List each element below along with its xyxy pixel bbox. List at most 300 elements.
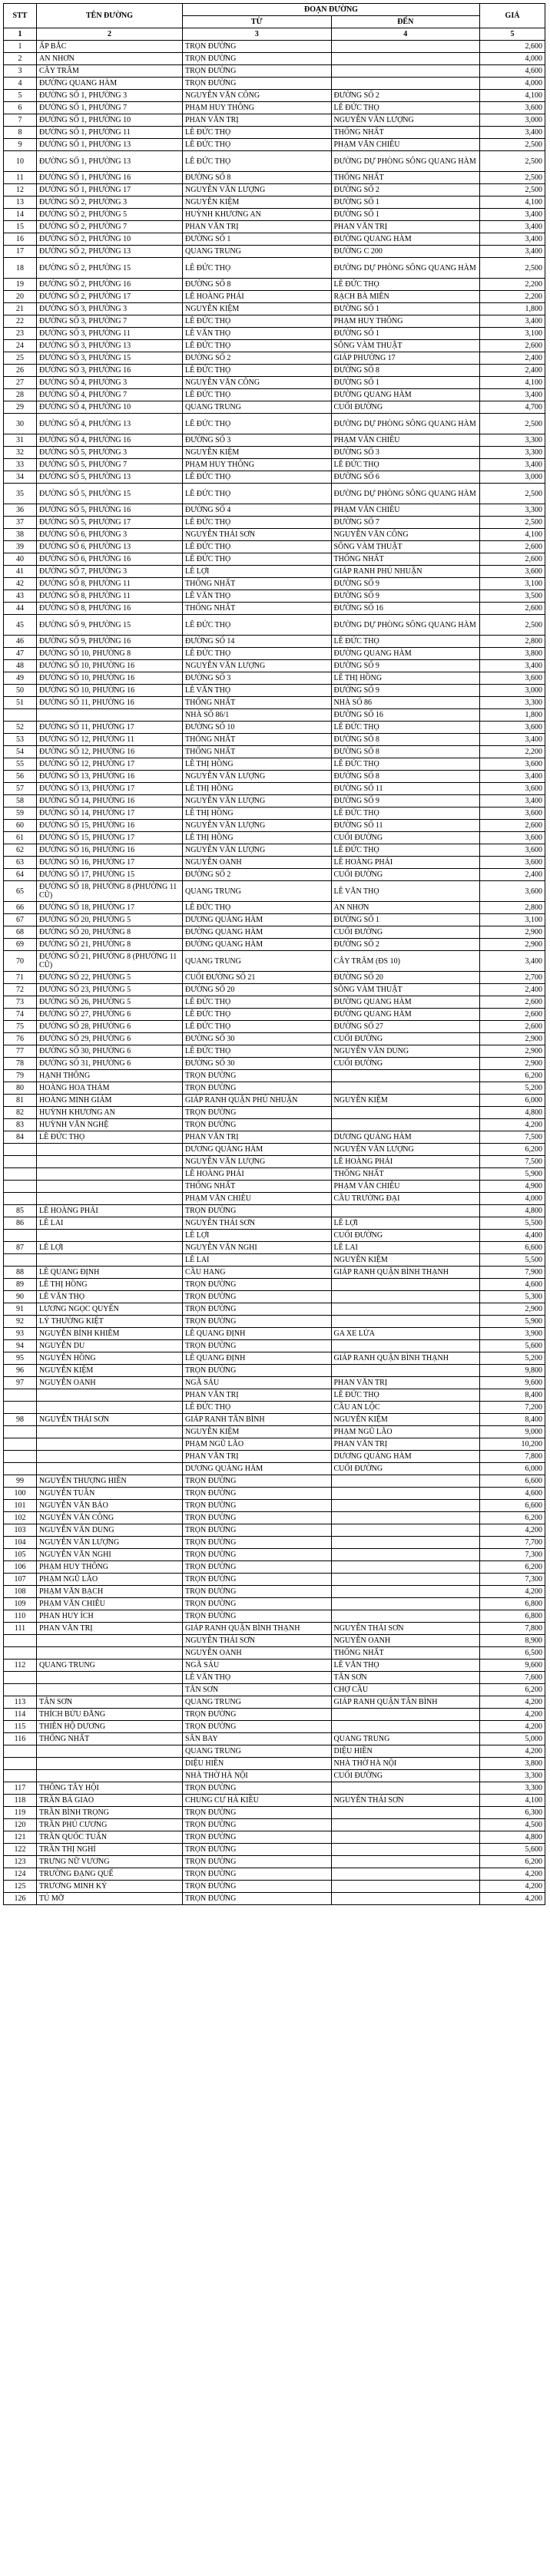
stt-cell: 102 xyxy=(4,1512,37,1524)
price-cell: 2,600 xyxy=(480,603,545,615)
stt-cell: 117 xyxy=(4,1782,37,1795)
to-cell: ĐƯỜNG SỐ 8 xyxy=(331,365,480,377)
price-cell: 3,400 xyxy=(480,734,545,746)
from-cell: LÊ THỊ HỒNG xyxy=(183,783,332,795)
stt-cell xyxy=(4,1758,37,1770)
price-cell: 3,800 xyxy=(480,648,545,660)
from-cell: LÊ VĂN THỌ xyxy=(183,590,332,603)
to-cell xyxy=(331,1807,480,1819)
to-cell xyxy=(331,1070,480,1082)
stt-cell xyxy=(4,1168,37,1181)
from-cell: NGUYỄN VĂN CÔNG xyxy=(183,377,332,389)
price-cell: 2,600 xyxy=(480,340,545,352)
stt-cell: 107 xyxy=(4,1574,37,1586)
to-cell: NGUYỄN THÁI SƠN xyxy=(331,1795,480,1807)
table-row xyxy=(4,578,545,590)
street-name-cell: LÊ THỊ HỒNG xyxy=(37,1279,183,1291)
to-cell: ĐƯỜNG SỐ 8 xyxy=(331,746,480,758)
price-cell: 2,600 xyxy=(480,541,545,553)
table-row xyxy=(4,1463,545,1475)
price-cell: 4,200 xyxy=(480,1119,545,1131)
stt-cell: 12 xyxy=(4,184,37,197)
stt-cell: 105 xyxy=(4,1549,37,1561)
stt-cell: 119 xyxy=(4,1807,37,1819)
price-cell: 2,600 xyxy=(480,41,545,53)
to-cell: PHẠM VĂN CHIÊU xyxy=(331,1181,480,1193)
stt-cell: 52 xyxy=(4,722,37,734)
from-cell: LÊ ĐỨC THỌ xyxy=(183,1045,332,1058)
header-index-2: 2 xyxy=(37,28,183,41)
to-cell: GIÁP RANH QUẬN BÌNH THẠNH xyxy=(331,1352,480,1365)
from-cell: NGUYỄN VĂN NGHI xyxy=(183,1242,332,1254)
street-name-cell: LÊ VĂN THỌ xyxy=(37,1291,183,1303)
table-row xyxy=(4,1021,545,1033)
to-cell: CUỐI ĐƯỜNG xyxy=(331,401,480,414)
price-cell: 8,400 xyxy=(480,1389,545,1402)
price-cell: 5,500 xyxy=(480,1217,545,1230)
table-row xyxy=(4,1733,545,1745)
stt-cell: 121 xyxy=(4,1831,37,1844)
to-cell: ĐƯỜNG SỐ 9 xyxy=(331,590,480,603)
from-cell: NGUYỄN VĂN LƯỢNG xyxy=(183,1156,332,1168)
street-name-cell: ĐƯỜNG SỐ 21, PHƯỜNG 8 (PHƯỜNG 11 CŨ) xyxy=(37,951,183,972)
stt-cell: 123 xyxy=(4,1856,37,1868)
table-row xyxy=(4,1537,545,1549)
stt-cell: 82 xyxy=(4,1107,37,1119)
stt-cell: 76 xyxy=(4,1033,37,1045)
price-cell: 4,100 xyxy=(480,529,545,541)
stt-cell: 91 xyxy=(4,1303,37,1316)
to-cell: LÊ ĐỨC THỌ xyxy=(331,636,480,648)
price-cell: 2,900 xyxy=(480,1033,545,1045)
from-cell: TRỌN ĐƯỜNG xyxy=(183,1316,332,1328)
from-cell: NGUYỄN THÁI SƠN xyxy=(183,529,332,541)
table-row xyxy=(4,1414,545,1426)
table-row xyxy=(4,1033,545,1045)
from-cell: LÊ QUANG ĐỊNH xyxy=(183,1352,332,1365)
street-name-cell: ĐƯỜNG SỐ 4, PHƯỜNG 16 xyxy=(37,434,183,447)
price-cell: 7,900 xyxy=(480,1267,545,1279)
to-cell: DIỆU HIỀN xyxy=(331,1745,480,1758)
table-row xyxy=(4,734,545,746)
table-row xyxy=(4,648,545,660)
from-cell: TRỌN ĐƯỜNG xyxy=(183,1831,332,1844)
table-row xyxy=(4,1770,545,1782)
from-cell: QUANG TRUNG xyxy=(183,1696,332,1709)
street-name-cell: TÂN SƠN xyxy=(37,1696,183,1709)
price-cell: 3,400 xyxy=(480,315,545,328)
to-cell: NGUYỄN KIỆM xyxy=(331,1095,480,1107)
table-row xyxy=(4,1844,545,1856)
from-cell: LÊ LAI xyxy=(183,1254,332,1267)
table-row xyxy=(4,1893,545,1905)
stt-cell: 43 xyxy=(4,590,37,603)
from-cell: NGUYỄN THÁI SƠN xyxy=(183,1635,332,1647)
to-cell: ĐƯỜNG QUANG HÀM xyxy=(331,389,480,401)
to-cell xyxy=(331,1316,480,1328)
stt-cell: 16 xyxy=(4,233,37,246)
street-price-table xyxy=(3,3,545,1905)
stt-cell: 111 xyxy=(4,1623,37,1635)
to-cell: ĐƯỜNG SỐ 1 xyxy=(331,197,480,209)
street-name-cell: ĐƯỜNG SỐ 1, PHƯỜNG 7 xyxy=(37,102,183,114)
street-name-cell: ĐƯỜNG SỐ 11, PHƯỜNG 17 xyxy=(37,722,183,734)
from-cell: TÂN SƠN xyxy=(183,1684,332,1696)
price-cell: 3,600 xyxy=(480,881,545,902)
from-cell: NGUYỄN KIỆM xyxy=(183,447,332,459)
street-name-cell xyxy=(37,1463,183,1475)
street-name-cell xyxy=(37,1451,183,1463)
street-name-cell: ĐƯỜNG SỐ 4, PHƯỜNG 10 xyxy=(37,401,183,414)
stt-cell: 58 xyxy=(4,795,37,807)
price-cell: 3,400 xyxy=(480,951,545,972)
table-row xyxy=(4,1217,545,1230)
stt-cell: 55 xyxy=(4,758,37,771)
price-cell: 5,200 xyxy=(480,1082,545,1095)
street-name-cell: ĐƯỜNG SỐ 9, PHƯỜNG 16 xyxy=(37,636,183,648)
street-name-cell: ĐƯỜNG SỐ 13, PHƯỜNG 16 xyxy=(37,771,183,783)
to-cell: ĐƯỜNG DỰ PHÒNG SÔNG QUANG HÀM xyxy=(331,615,480,636)
to-cell: ĐƯỜNG SỐ 7 xyxy=(331,517,480,529)
table-row xyxy=(4,504,545,517)
stt-cell: 25 xyxy=(4,352,37,365)
table-row xyxy=(4,1205,545,1217)
header-doan-duong: ĐOẠN ĐƯỜNG xyxy=(183,4,480,16)
stt-cell: 4 xyxy=(4,78,37,90)
from-cell: TRỌN ĐƯỜNG xyxy=(183,1782,332,1795)
price-cell: 8,900 xyxy=(480,1635,545,1647)
table-row xyxy=(4,1291,545,1303)
stt-cell: 33 xyxy=(4,459,37,471)
from-cell: LÊ ĐỨC THỌ xyxy=(183,151,332,172)
table-row xyxy=(4,795,545,807)
street-name-cell: PHẠM VĂN BẠCH xyxy=(37,1586,183,1598)
table-row xyxy=(4,660,545,672)
street-name-cell: ĐƯỜNG SỐ 10, PHƯỜNG 16 xyxy=(37,672,183,685)
street-name-cell: NGUYỄN OANH xyxy=(37,1377,183,1389)
price-cell: 6,600 xyxy=(480,1475,545,1488)
stt-cell: 63 xyxy=(4,857,37,869)
price-cell: 2,600 xyxy=(480,553,545,566)
from-cell: NGUYỄN KIỆM xyxy=(183,1426,332,1438)
table-row xyxy=(4,1438,545,1451)
stt-cell: 27 xyxy=(4,377,37,389)
stt-cell: 13 xyxy=(4,197,37,209)
stt-cell: 45 xyxy=(4,615,37,636)
price-cell: 7,500 xyxy=(480,1156,545,1168)
table-row xyxy=(4,590,545,603)
to-cell xyxy=(331,1082,480,1095)
price-cell: 4,200 xyxy=(480,1586,545,1598)
stt-cell: 81 xyxy=(4,1095,37,1107)
to-cell: NHÀ SỐ 86 xyxy=(331,697,480,709)
price-cell: 2,400 xyxy=(480,365,545,377)
price-cell: 3,900 xyxy=(480,1328,545,1340)
from-cell: TRỌN ĐƯỜNG xyxy=(183,1893,332,1905)
street-name-cell xyxy=(37,709,183,722)
price-cell: 6,800 xyxy=(480,1610,545,1623)
table-row xyxy=(4,1009,545,1021)
table-row xyxy=(4,783,545,795)
price-cell: 3,300 xyxy=(480,1770,545,1782)
stt-cell: 108 xyxy=(4,1586,37,1598)
stt-cell: 3 xyxy=(4,65,37,78)
street-name-cell: ĐƯỜNG SỐ 3, PHƯỜNG 3 xyxy=(37,303,183,315)
to-cell: ĐƯỜNG SỐ 8 xyxy=(331,771,480,783)
price-cell: 2,900 xyxy=(480,1045,545,1058)
table-row xyxy=(4,984,545,996)
stt-cell: 19 xyxy=(4,279,37,291)
from-cell: TRỌN ĐƯỜNG xyxy=(183,1610,332,1623)
price-cell: 3,400 xyxy=(480,795,545,807)
stt-cell: 116 xyxy=(4,1733,37,1745)
table-row xyxy=(4,1696,545,1709)
street-name-cell: NGUYỄN VĂN LƯỢNG xyxy=(37,1537,183,1549)
stt-cell xyxy=(4,1451,37,1463)
price-cell: 2,500 xyxy=(480,139,545,151)
price-cell: 4,100 xyxy=(480,197,545,209)
price-cell: 2,200 xyxy=(480,291,545,303)
table-row xyxy=(4,1488,545,1500)
stt-cell xyxy=(4,1463,37,1475)
table-row xyxy=(4,1377,545,1389)
from-cell: TRỌN ĐƯỜNG xyxy=(183,1881,332,1893)
street-name-cell: ĐƯỜNG SỐ 12, PHƯỜNG 16 xyxy=(37,746,183,758)
from-cell: TRỌN ĐƯỜNG xyxy=(183,1500,332,1512)
to-cell xyxy=(331,1279,480,1291)
stt-cell: 60 xyxy=(4,820,37,832)
to-cell: LÊ ĐỨC THỌ xyxy=(331,844,480,857)
from-cell: THỐNG NHẤT xyxy=(183,697,332,709)
table-row xyxy=(4,258,545,279)
to-cell xyxy=(331,1721,480,1733)
street-name-cell: ĐƯỜNG SỐ 28, PHƯỜNG 6 xyxy=(37,1021,183,1033)
street-name-cell: HOÀNG MINH GIÁM xyxy=(37,1095,183,1107)
stt-cell: 94 xyxy=(4,1340,37,1352)
price-cell: 2,600 xyxy=(480,1009,545,1021)
from-cell: NGÃ SÁU xyxy=(183,1660,332,1672)
to-cell: ĐƯỜNG SỐ 8 xyxy=(331,734,480,746)
stt-cell: 122 xyxy=(4,1844,37,1856)
to-cell: LÊ ĐỨC THỌ xyxy=(331,758,480,771)
table-row xyxy=(4,1426,545,1438)
table-row xyxy=(4,377,545,389)
price-cell: 4,100 xyxy=(480,377,545,389)
stt-cell: 49 xyxy=(4,672,37,685)
to-cell: THỐNG NHẤT xyxy=(331,553,480,566)
price-cell: 3,600 xyxy=(480,857,545,869)
from-cell: THỐNG NHẤT xyxy=(183,1181,332,1193)
to-cell: THỐNG NHẤT xyxy=(331,172,480,184)
price-cell: 6,200 xyxy=(480,1144,545,1156)
stt-cell: 86 xyxy=(4,1217,37,1230)
to-cell: CUỐI ĐƯỜNG xyxy=(331,869,480,881)
to-cell: ĐƯỜNG QUANG HÀM xyxy=(331,1009,480,1021)
to-cell: ĐƯỜNG SỐ 2 xyxy=(331,90,480,102)
from-cell: CUỐI ĐƯỜNG SỐ 21 xyxy=(183,972,332,984)
table-row xyxy=(4,972,545,984)
stt-cell: 92 xyxy=(4,1316,37,1328)
stt-cell: 34 xyxy=(4,471,37,484)
street-name-cell: ĐƯỜNG SỐ 3, PHƯỜNG 13 xyxy=(37,340,183,352)
from-cell: LÊ ĐỨC THỌ xyxy=(183,902,332,914)
street-name-cell xyxy=(37,1647,183,1660)
to-cell: PHAN VĂN TRỊ xyxy=(331,1377,480,1389)
price-cell: 3,600 xyxy=(480,722,545,734)
table-row xyxy=(4,1512,545,1524)
to-cell: ĐƯỜNG SỐ 2 xyxy=(331,939,480,951)
from-cell: LÊ ĐỨC THỌ xyxy=(183,414,332,434)
street-name-cell: HUỲNH KHƯƠNG AN xyxy=(37,1107,183,1119)
street-name-cell: TRẦN BÁ GIAO xyxy=(37,1795,183,1807)
table-row xyxy=(4,1831,545,1844)
table-row xyxy=(4,484,545,504)
stt-cell: 96 xyxy=(4,1365,37,1377)
street-name-cell: TRƯỜNG ĐẠNG QUẾ xyxy=(37,1868,183,1881)
street-name-cell: ĐƯỜNG SỐ 8, PHƯỜNG 11 xyxy=(37,590,183,603)
price-cell: 3,400 xyxy=(480,221,545,233)
table-row xyxy=(4,844,545,857)
price-cell: 4,900 xyxy=(480,1181,545,1193)
from-cell: TRỌN ĐƯỜNG xyxy=(183,65,332,78)
from-cell: PHAN VĂN TRỊ xyxy=(183,221,332,233)
stt-cell: 65 xyxy=(4,881,37,902)
stt-cell: 97 xyxy=(4,1377,37,1389)
street-name-cell: ĐƯỜNG SỐ 1, PHƯỜNG 11 xyxy=(37,127,183,139)
table-row xyxy=(4,1745,545,1758)
street-name-cell xyxy=(37,1193,183,1205)
table-row xyxy=(4,78,545,90)
stt-cell xyxy=(4,709,37,722)
price-cell: 6,300 xyxy=(480,1807,545,1819)
to-cell: THỐNG NHẤT xyxy=(331,1647,480,1660)
from-cell: LÊ ĐỨC THỌ xyxy=(183,648,332,660)
price-cell: 4,600 xyxy=(480,1488,545,1500)
table-row xyxy=(4,771,545,783)
stt-cell: 28 xyxy=(4,389,37,401)
street-name-cell: LÝ THƯỜNG KIỆT xyxy=(37,1316,183,1328)
stt-cell: 88 xyxy=(4,1267,37,1279)
price-cell: 2,700 xyxy=(480,972,545,984)
street-name-cell xyxy=(37,1156,183,1168)
street-name-cell: ĐƯỜNG SỐ 4, PHƯỜNG 13 xyxy=(37,414,183,434)
stt-cell: 57 xyxy=(4,783,37,795)
street-name-cell: ĐƯỜNG SỐ 2, PHƯỜNG 13 xyxy=(37,246,183,258)
table-row xyxy=(4,685,545,697)
street-name-cell: NGUYỄN THƯỢNG HIỀN xyxy=(37,1475,183,1488)
table-row xyxy=(4,517,545,529)
to-cell xyxy=(331,1205,480,1217)
street-name-cell: ĐƯỜNG SỐ 16, PHƯỜNG 16 xyxy=(37,844,183,857)
street-name-cell: ĐƯỜNG SỐ 23, PHƯỜNG 5 xyxy=(37,984,183,996)
street-name-cell: ĐƯỜNG SỐ 18, PHƯỜNG 17 xyxy=(37,902,183,914)
to-cell xyxy=(331,1868,480,1881)
table-row xyxy=(4,1352,545,1365)
from-cell: NGUYỄN THÁI SƠN xyxy=(183,1217,332,1230)
table-row xyxy=(4,1254,545,1267)
stt-cell: 46 xyxy=(4,636,37,648)
street-name-cell: LÊ ĐỨC THỌ xyxy=(37,1131,183,1144)
price-cell: 7,200 xyxy=(480,1402,545,1414)
street-name-cell xyxy=(37,1402,183,1414)
to-cell: GIÁP PHƯỜNG 17 xyxy=(331,352,480,365)
to-cell: LÊ ĐỨC THỌ xyxy=(331,102,480,114)
street-name-cell: NGUYỄN VĂN CÔNG xyxy=(37,1512,183,1524)
price-cell: 6,500 xyxy=(480,1647,545,1660)
stt-cell: 10 xyxy=(4,151,37,172)
street-name-cell xyxy=(37,1389,183,1402)
price-cell: 5,600 xyxy=(480,1844,545,1856)
from-cell: TRỌN ĐƯỜNG xyxy=(183,1365,332,1377)
street-name-cell: ĐƯỜNG SỐ 18, PHƯỜNG 8 (PHƯỜNG 11 CŨ) xyxy=(37,881,183,902)
from-cell: DƯƠNG QUẢNG HÀM xyxy=(183,914,332,926)
to-cell: CUỐI ĐƯỜNG xyxy=(331,1058,480,1070)
stt-cell: 21 xyxy=(4,303,37,315)
table-row xyxy=(4,1598,545,1610)
street-name-cell: NGUYỄN TUÂN xyxy=(37,1488,183,1500)
stt-cell: 71 xyxy=(4,972,37,984)
stt-cell: 6 xyxy=(4,102,37,114)
table-row xyxy=(4,389,545,401)
to-cell: ĐƯỜNG SỐ 9 xyxy=(331,685,480,697)
to-cell: LÊ THỊ HỒNG xyxy=(331,672,480,685)
to-cell: ĐƯỜNG SỐ 1 xyxy=(331,377,480,389)
stt-cell: 39 xyxy=(4,541,37,553)
stt-cell: 70 xyxy=(4,951,37,972)
table-row xyxy=(4,1082,545,1095)
to-cell xyxy=(331,41,480,53)
to-cell: ĐƯỜNG SỐ 20 xyxy=(331,972,480,984)
table-row xyxy=(4,951,545,972)
table-row xyxy=(4,209,545,221)
from-cell: NHÀ SỐ 86/1 xyxy=(183,709,332,722)
from-cell: LÊ ĐỨC THỌ xyxy=(183,139,332,151)
price-cell: 10,200 xyxy=(480,1438,545,1451)
table-row xyxy=(4,114,545,127)
from-cell: NHÀ THỜ HÀ NỘI xyxy=(183,1770,332,1782)
table-row xyxy=(4,1610,545,1623)
street-name-cell xyxy=(37,1672,183,1684)
street-name-cell: NGUYỄN VĂN DUNG xyxy=(37,1524,183,1537)
stt-cell: 20 xyxy=(4,291,37,303)
street-name-cell: ĐƯỜNG SỐ 5, PHƯỜNG 3 xyxy=(37,447,183,459)
to-cell xyxy=(331,1524,480,1537)
from-cell: QUANG TRUNG xyxy=(183,401,332,414)
table-row xyxy=(4,1635,545,1647)
from-cell: TRỌN ĐƯỜNG xyxy=(183,1844,332,1856)
street-name-cell xyxy=(37,1770,183,1782)
to-cell: ĐƯỜNG DỰ PHÒNG SÔNG QUANG HÀM xyxy=(331,484,480,504)
price-cell: 3,600 xyxy=(480,566,545,578)
price-cell: 3,300 xyxy=(480,504,545,517)
table-row xyxy=(4,1623,545,1635)
street-name-cell: TÚ MỠ xyxy=(37,1893,183,1905)
to-cell xyxy=(331,1844,480,1856)
street-name-cell xyxy=(37,1438,183,1451)
price-cell: 2,500 xyxy=(480,172,545,184)
table-row xyxy=(4,90,545,102)
street-name-cell: NGUYỄN HỒNG xyxy=(37,1352,183,1365)
street-name-cell: ĐƯỜNG SỐ 9, PHƯỜNG 15 xyxy=(37,615,183,636)
stt-cell xyxy=(4,1745,37,1758)
to-cell: GA XE LỬA xyxy=(331,1328,480,1340)
stt-cell: 84 xyxy=(4,1131,37,1144)
to-cell xyxy=(331,1365,480,1377)
table-row xyxy=(4,1647,545,1660)
table-row xyxy=(4,1782,545,1795)
from-cell: PHẠM VĂN CHIÊU xyxy=(183,1193,332,1205)
stt-cell xyxy=(4,1635,37,1647)
